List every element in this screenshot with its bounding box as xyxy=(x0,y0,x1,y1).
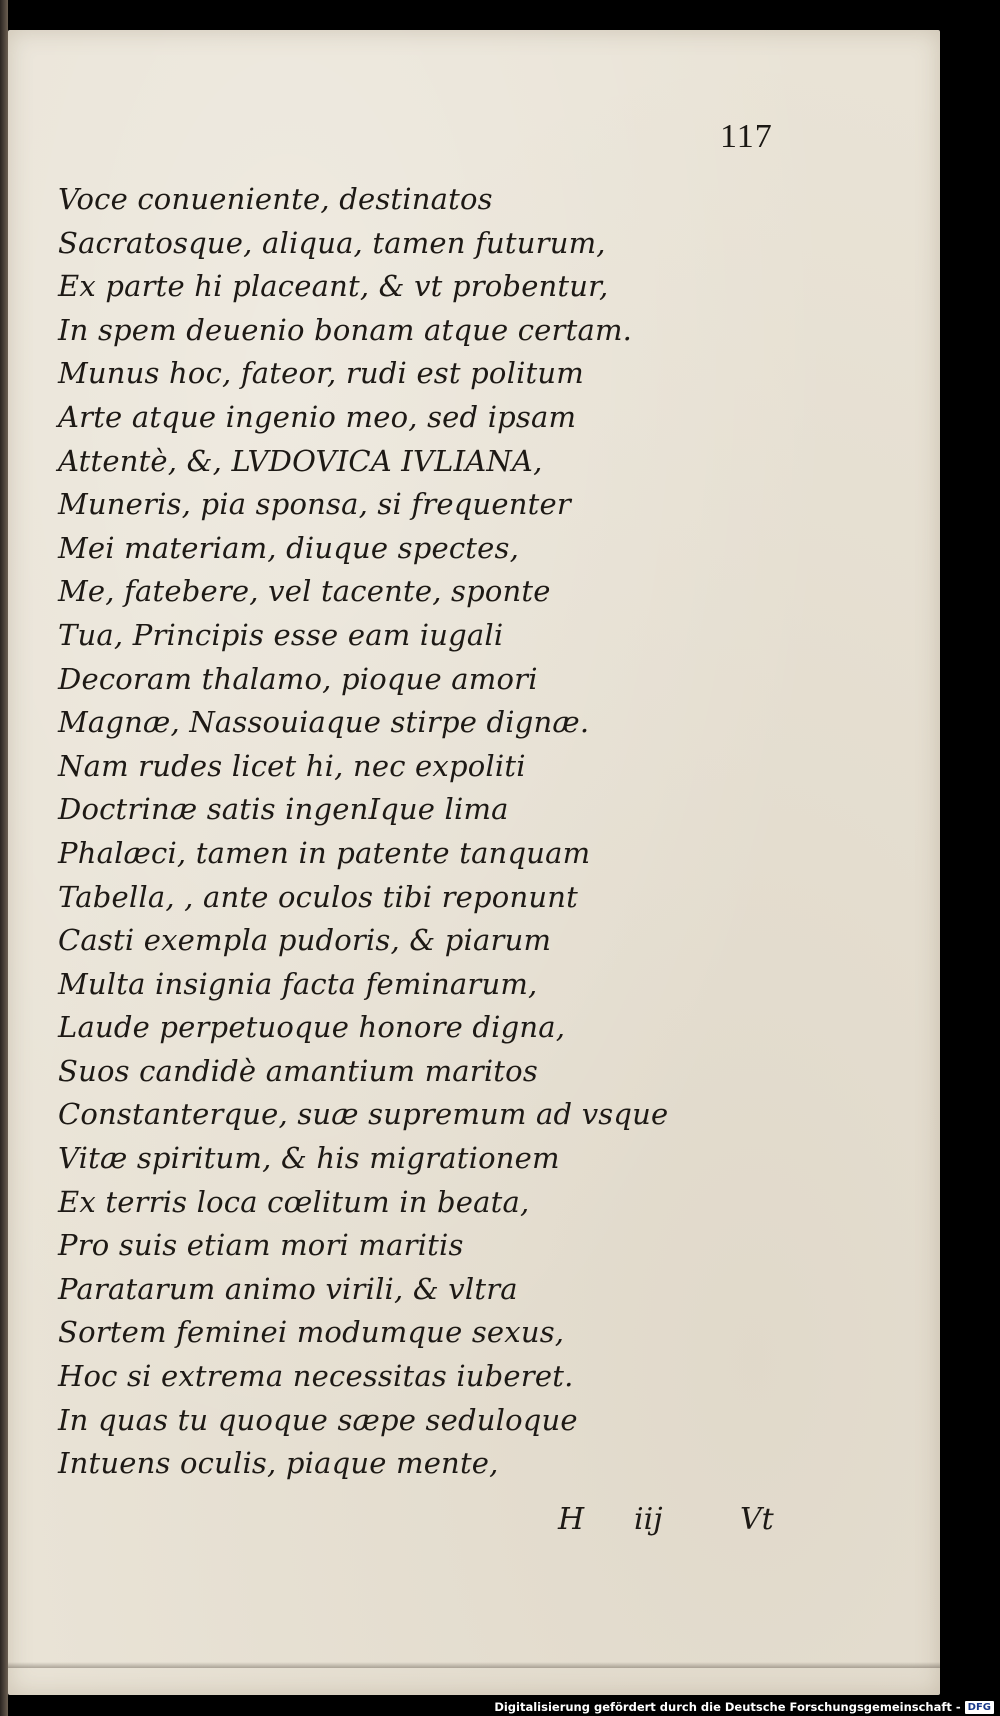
verse-line: Me, fatebere, vel tacente, sponte xyxy=(58,574,551,609)
verse-line: Multa insignia facta feminarum, xyxy=(58,966,538,1001)
dfg-logo-icon: DFG xyxy=(965,1701,994,1714)
verse-line: In spem deuenio bonam atque certam. xyxy=(58,312,633,347)
verse-line: Sortem feminei modumque sexus, xyxy=(58,1315,565,1350)
signature-mark: H xyxy=(558,1502,585,1537)
verse-line: Sacratosque, aliqua, tamen futurum, xyxy=(58,225,606,260)
verse-line: Mei materiam, diuque spectes, xyxy=(58,530,520,565)
verse-line: Phalæci, tamen in patente tanquam xyxy=(58,835,591,870)
verse-line: Hoc si extrema necessitas iuberet. xyxy=(58,1359,574,1394)
verse-line: Tabella, , ante oculos tibi reponunt xyxy=(58,879,578,914)
verse-line: Constanterque, suæ supremum ad vsque xyxy=(58,1097,669,1132)
verse-line: Suos candidè amantium maritos xyxy=(58,1053,538,1088)
verse-line: Attentè, &, LVDOVICA IVLIANA, xyxy=(58,443,543,478)
verse-line: Munus hoc, fateor, rudi est politum xyxy=(58,356,584,391)
verse-line: Casti exempla pudoris, & piarum xyxy=(58,923,552,958)
verse-line: Doctrinæ satis ingenIque lima xyxy=(58,792,509,827)
signature-number: iij xyxy=(634,1502,663,1537)
credit-text: Digitalisierung gefördert durch die Deutsche Forschungsgemeinschaft - xyxy=(494,1700,961,1714)
verse-line: Vitæ spiritum, & his migrationem xyxy=(58,1141,560,1176)
verse-line: Tua, Principis esse eam iugali xyxy=(58,617,504,652)
verse-line: Arte atque ingenio meo, sed ipsam xyxy=(58,399,577,434)
book-page xyxy=(8,30,940,1695)
verse-line: Magnæ, Nassouiaque stirpe dignæ. xyxy=(58,705,590,740)
verse-line: Ex terris loca cœlitum in beata, xyxy=(58,1184,530,1219)
page-number: 117 xyxy=(720,118,773,155)
verse-line: Pro suis etiam mori maritis xyxy=(58,1228,464,1263)
digitization-credit xyxy=(494,1700,994,1714)
verse-line: Laude perpetuoque honore digna, xyxy=(58,1010,566,1045)
book-gutter-edge xyxy=(0,0,8,1716)
verse-line: In quas tu quoque sæpe seduloque xyxy=(58,1402,578,1437)
page-bottom-edge xyxy=(8,1662,940,1668)
verse-line: Paratarum animo virili, & vltra xyxy=(58,1271,518,1306)
verse-line: Ex parte hi placeant, & vt probentur, xyxy=(58,269,609,304)
verse-text xyxy=(58,178,878,1486)
verse-line: Nam rudes licet hi, nec expoliti xyxy=(58,748,526,783)
verse-line: Muneris, pia sponsa, si frequenter xyxy=(58,487,571,522)
verse-line: Decoram thalamo, pioque amori xyxy=(58,661,538,696)
verse-line: Voce conueniente, destinatos xyxy=(58,182,493,216)
verse-line: Intuens oculis, piaque mente, xyxy=(58,1446,499,1481)
page-footer xyxy=(8,1502,940,1552)
catchword: Vt xyxy=(740,1502,774,1537)
